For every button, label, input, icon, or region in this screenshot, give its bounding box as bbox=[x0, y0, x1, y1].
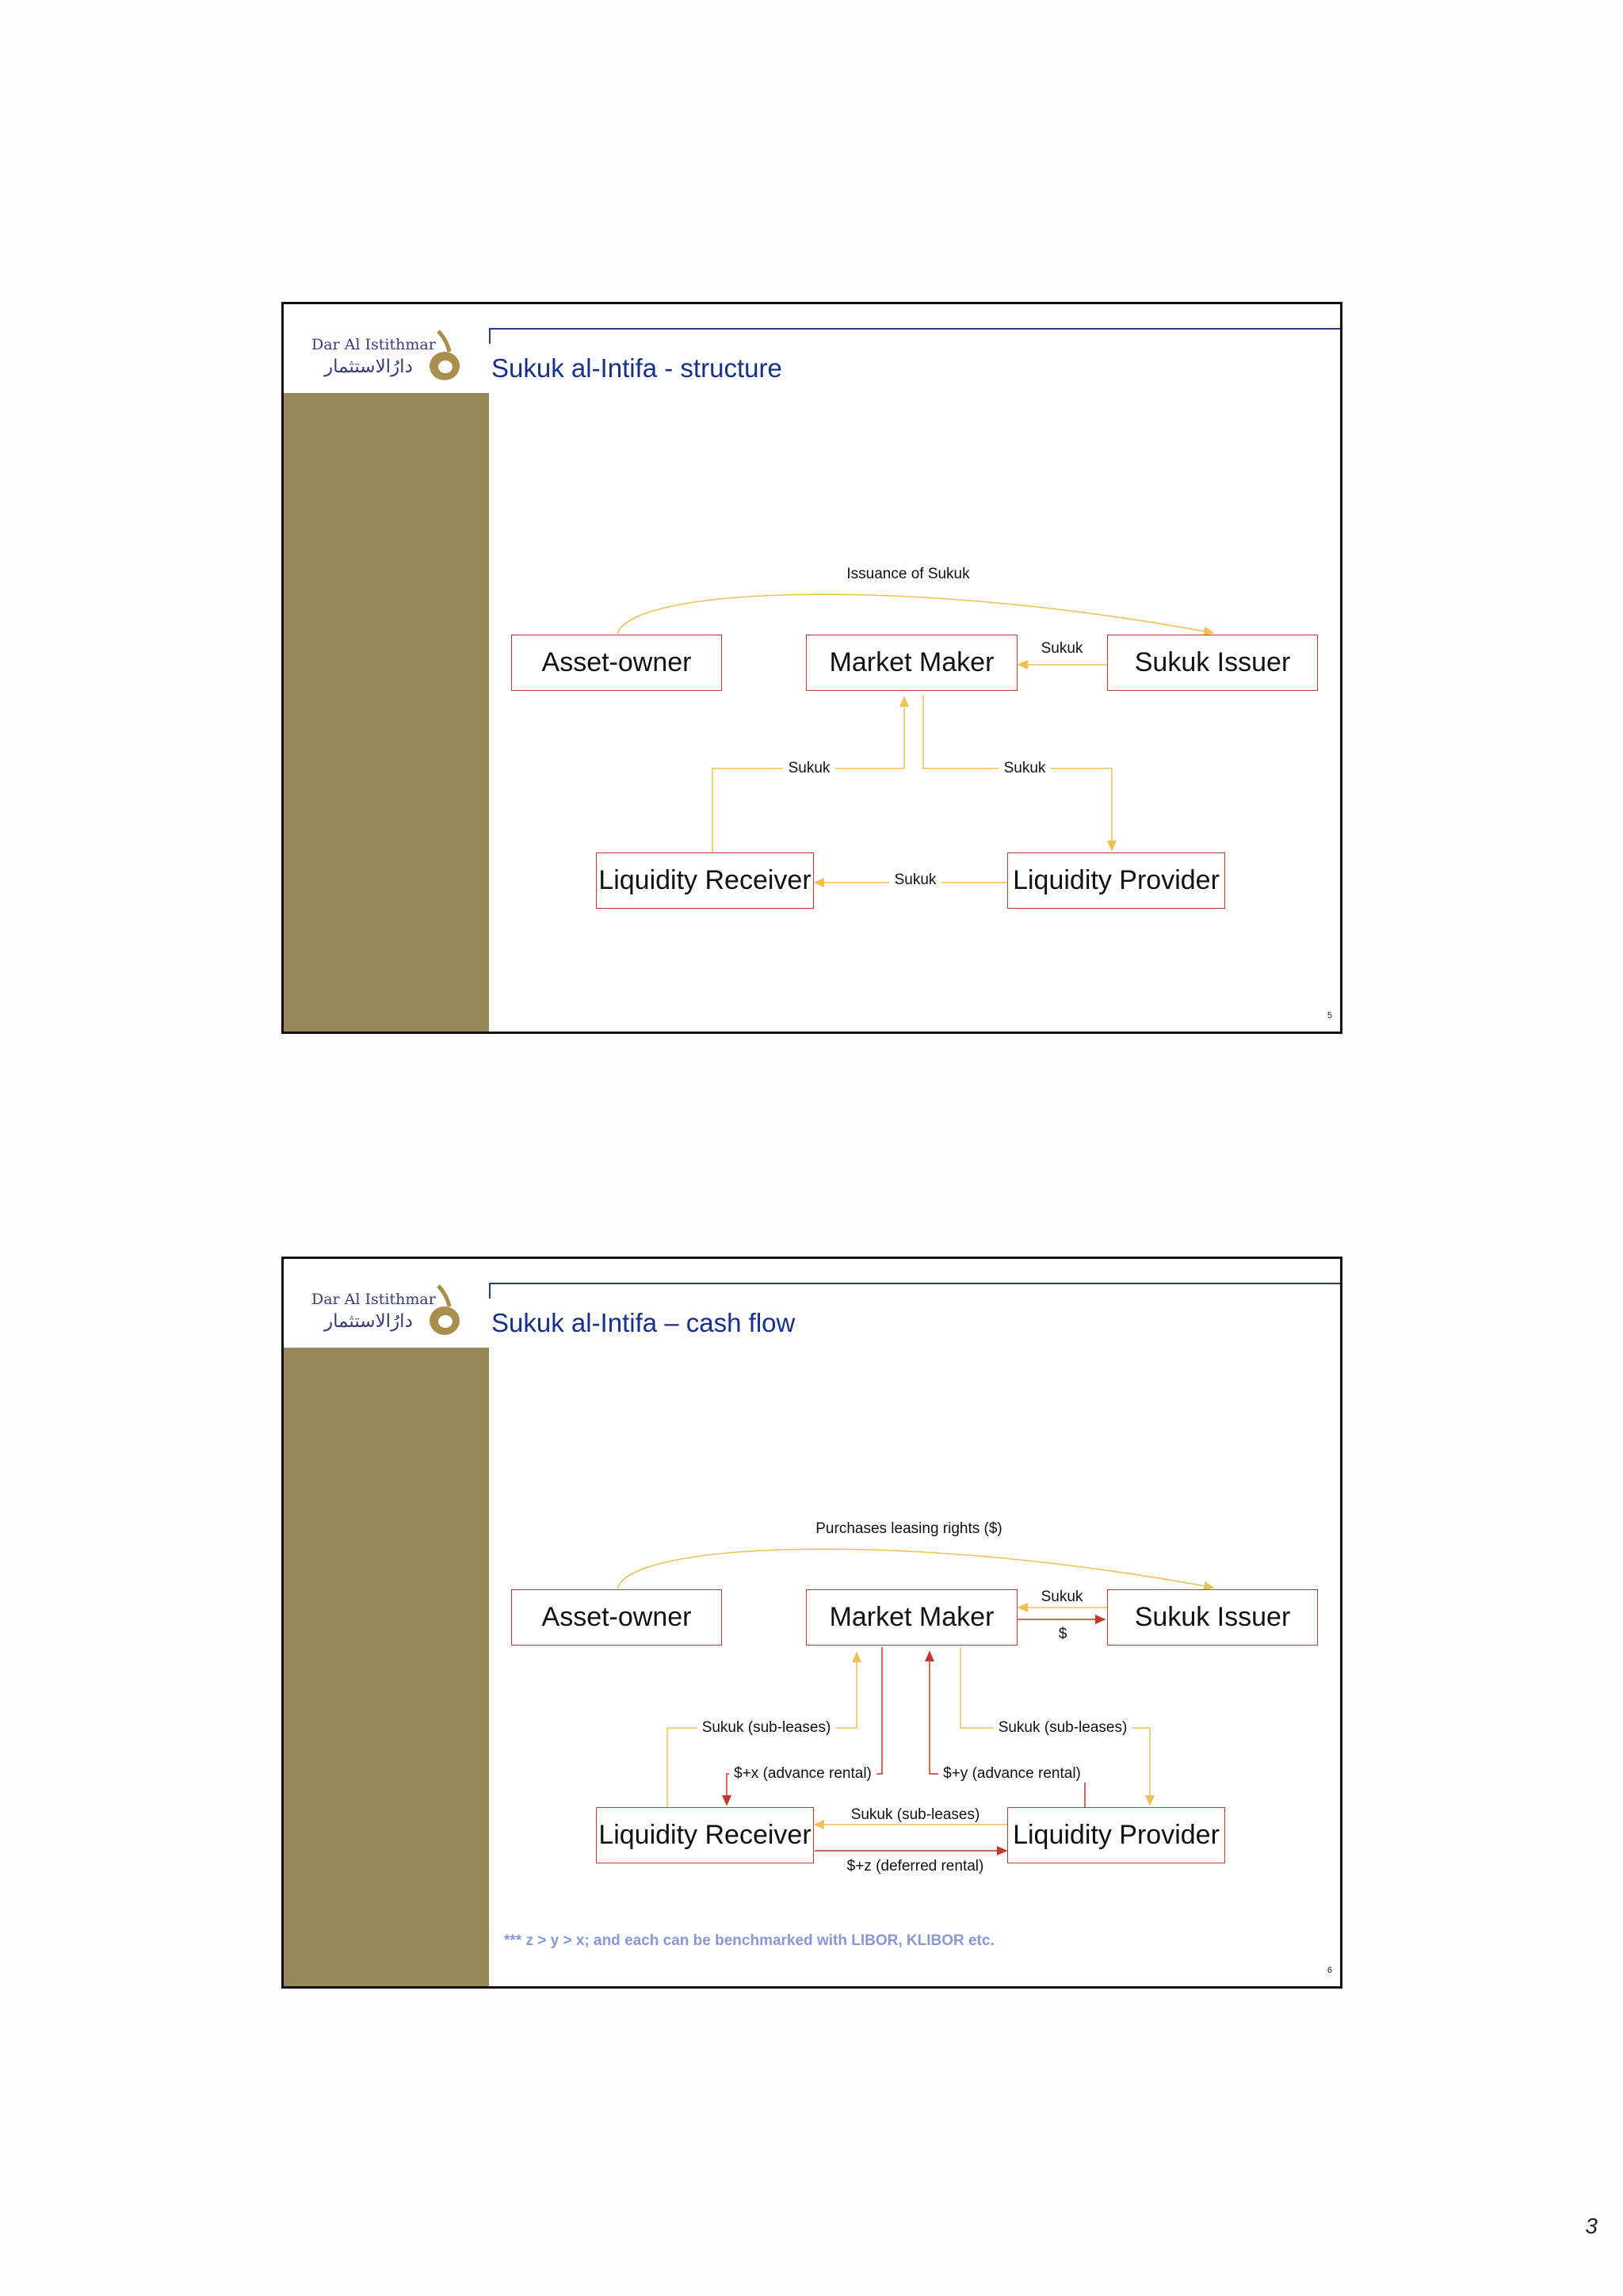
slide-title: Sukuk al-Intifa - structure bbox=[491, 353, 782, 383]
node-asset-owner: Asset-owner bbox=[511, 1589, 722, 1646]
label-receiver-subleases: Sukuk (sub-leases) bbox=[697, 1719, 836, 1737]
logo-english-text: Dar Al Istithmar bbox=[311, 336, 436, 353]
node-market-maker: Market Maker bbox=[806, 635, 1018, 691]
node-asset-owner: Asset-owner bbox=[511, 635, 722, 691]
issuance-arc bbox=[617, 594, 1213, 634]
node-liquidity-receiver: Liquidity Receiver bbox=[596, 1807, 814, 1863]
node-sukuk-issuer: Sukuk Issuer bbox=[1107, 635, 1318, 691]
document-page-number: 3 bbox=[1585, 2214, 1598, 2238]
logo-arabic-text: دارُالاستثمار bbox=[324, 357, 413, 377]
logo-english-text: Dar Al Istithmar bbox=[311, 1291, 436, 1308]
node-liquidity-provider: Liquidity Provider bbox=[1007, 1807, 1225, 1863]
label-provider-to-receiver: Sukuk bbox=[890, 871, 941, 889]
slide-page-number: 5 bbox=[1327, 1011, 1332, 1020]
slide-page-number: 6 bbox=[1327, 1966, 1332, 1975]
label-mm-right: Sukuk bbox=[999, 760, 1051, 777]
label-mm-dollar: $ bbox=[1058, 1626, 1067, 1642]
label-issuer-sukuk: Sukuk bbox=[1037, 1589, 1088, 1606]
label-mm-left: Sukuk bbox=[784, 760, 835, 777]
label-receiver-rental: $+x (advance rental) bbox=[729, 1765, 876, 1783]
logo-arabic-text: دارُالاستثمار bbox=[324, 1311, 413, 1332]
node-market-maker: Market Maker bbox=[806, 1589, 1018, 1646]
label-issuance: Issuance of Sukuk bbox=[842, 566, 974, 583]
node-sukuk-issuer: Sukuk Issuer bbox=[1107, 1589, 1318, 1646]
benchmark-note: *** z > y > x; and each can be benchmarked with LIBOR, KLIBOR etc. bbox=[504, 1932, 995, 1949]
label-purchases: Purchases leasing rights ($) bbox=[811, 1520, 1007, 1538]
label-provider-subleases: Sukuk (sub-leases) bbox=[994, 1719, 1132, 1737]
label-bottom-subleases: Sukuk (sub-leases) bbox=[850, 1806, 980, 1823]
node-liquidity-receiver: Liquidity Receiver bbox=[596, 852, 814, 909]
purchases-arc bbox=[617, 1549, 1213, 1589]
slide-structure bbox=[281, 302, 1342, 1034]
label-issuer-to-mm: Sukuk bbox=[1037, 640, 1088, 658]
slide-title: Sukuk al-Intifa – cash flow bbox=[491, 1308, 796, 1337]
node-liquidity-provider: Liquidity Provider bbox=[1007, 852, 1225, 909]
slide-cash-flow bbox=[281, 1257, 1342, 1989]
label-provider-rental: $+y (advance rental) bbox=[938, 1765, 1086, 1783]
label-bottom-deferred: $+z (deferred rental) bbox=[846, 1858, 984, 1875]
